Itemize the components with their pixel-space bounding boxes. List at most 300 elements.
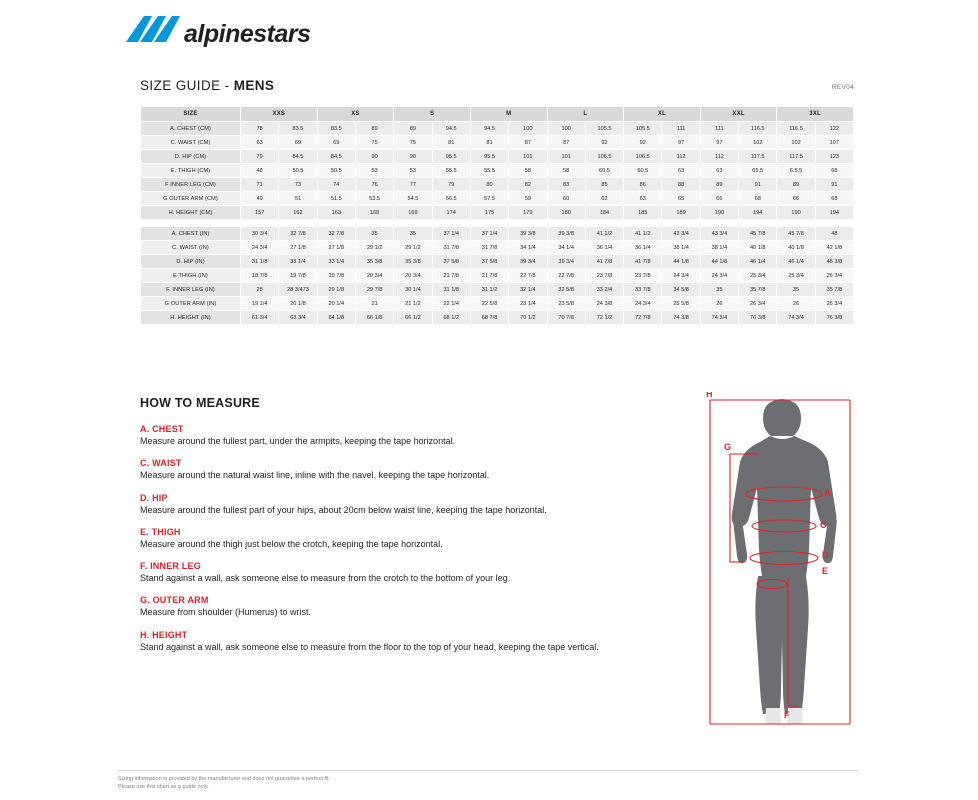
size-header-cell: SIZE xyxy=(141,107,241,122)
table-row xyxy=(141,136,854,150)
measurement-value: 23 7/8 xyxy=(585,269,623,283)
measurement-label: D. HIP (IN) xyxy=(141,255,241,269)
size-column-header: L xyxy=(547,107,624,122)
measure-instruction-text: Measure around the thigh just below the crotch, keeping the tape horizontal. xyxy=(140,538,443,549)
measurement-value: 69 xyxy=(317,136,355,150)
measurement-value: 112 xyxy=(700,150,738,164)
measurement-value: 48 xyxy=(241,164,279,178)
how-to-measure-section xyxy=(140,396,700,664)
measurement-value: 37 1/4 xyxy=(470,227,508,241)
measurement-value: 41 1/2 xyxy=(585,227,623,241)
measurement-value: 190 xyxy=(700,206,738,220)
measurement-value: 54.5 xyxy=(394,192,432,206)
measurement-value: 74 3/4 xyxy=(777,311,815,325)
measurement-value: 39 3/8 xyxy=(547,227,585,241)
measurement-value: 33 2/4 xyxy=(585,283,623,297)
measurement-value: 34 1/4 xyxy=(547,241,585,255)
table-row xyxy=(141,192,854,206)
size-column-header: XXS xyxy=(241,107,318,122)
measure-instruction xyxy=(140,595,700,618)
measurement-value: 20 3/4 xyxy=(355,269,393,283)
measurement-value: 25 3/4 xyxy=(739,269,777,283)
measurement-value: 70 1/2 xyxy=(509,311,547,325)
table-spacer-cell xyxy=(141,220,854,227)
measurement-value: 34 5/8 xyxy=(662,283,700,297)
measurement-value: 26 3/4 xyxy=(739,297,777,311)
measurement-value: 38 1/4 xyxy=(700,241,738,255)
measurement-value: 31 7/8 xyxy=(470,241,508,255)
marker-f: F xyxy=(784,710,790,720)
measurement-value: 26 3/4 xyxy=(815,269,853,283)
footer-line-2: Please use this chart as a guide only. xyxy=(118,783,209,790)
measurement-value: 92 xyxy=(585,136,623,150)
measurement-value: 50.5 xyxy=(317,164,355,178)
measurement-value: 56.5 xyxy=(432,192,470,206)
measurement-value: 71 xyxy=(241,178,279,192)
measurement-value: 78 xyxy=(241,122,279,136)
measure-instruction-title: H. HEIGHT xyxy=(140,629,188,640)
measurement-value: 23 7/8 xyxy=(624,269,662,283)
measure-instruction-text: Stand against a wall, ask someone else to measure from the floor to the top of your head, keeping the tape vertical. xyxy=(140,641,599,652)
table-row xyxy=(141,241,854,255)
measurement-value: 180 xyxy=(547,206,585,220)
measurement-value: 36 1/4 xyxy=(624,241,662,255)
page-title xyxy=(140,78,274,93)
page-title-gender: MENS xyxy=(233,78,275,93)
measurement-value: 163 xyxy=(317,206,355,220)
measurement-value: 53.5 xyxy=(355,192,393,206)
measurement-value: 25 3/4 xyxy=(777,269,815,283)
measurement-value: 31 7/8 xyxy=(432,241,470,255)
measurement-value: 189 xyxy=(662,206,700,220)
measurement-value: 18 7/8 xyxy=(241,269,279,283)
table-row xyxy=(141,283,854,297)
measurement-value: 30 3/4 xyxy=(241,227,279,241)
measurement-value: 39 3/4 xyxy=(547,255,585,269)
measurement-value: 35 xyxy=(394,227,432,241)
measurement-value: 64 1/8 xyxy=(317,311,355,325)
measurement-value: 70 7/8 xyxy=(547,311,585,325)
measurement-value: 97 xyxy=(662,136,700,150)
measurement-value: 111 xyxy=(662,122,700,136)
measurement-value: 26 xyxy=(777,297,815,311)
measurement-value: 106.5 xyxy=(624,150,662,164)
measurement-value: 29 1/2 xyxy=(355,241,393,255)
measurement-value: 24 3/4 xyxy=(624,297,662,311)
table-row xyxy=(141,255,854,269)
measurement-value: 51.5 xyxy=(317,192,355,206)
measurement-value: 48 3/8 xyxy=(815,255,853,269)
table-spacer-row xyxy=(141,220,854,227)
measurement-value: 116.5 xyxy=(739,122,777,136)
measurement-value: 31 1/8 xyxy=(241,255,279,269)
table-row xyxy=(141,206,854,220)
measurement-value: 35 7/8 xyxy=(739,283,777,297)
measurement-value: 32 7/8 xyxy=(279,227,317,241)
measure-instruction-text: Stand against a wall, ask someone else to measure from the crotch to the bottom of your leg. xyxy=(140,573,511,583)
measurement-value: 95.5 xyxy=(432,150,470,164)
marker-c: C xyxy=(820,520,827,530)
measurement-value: 190 xyxy=(777,206,815,220)
measurement-value: 46 1/4 xyxy=(777,255,815,269)
table-row xyxy=(141,122,854,136)
logo-icon xyxy=(118,12,318,58)
size-column-header: XS xyxy=(317,107,394,122)
measurement-value: 32 1/4 xyxy=(509,283,547,297)
measurement-value: 20 1/8 xyxy=(279,297,317,311)
measurement-value: 91 xyxy=(739,178,777,192)
size-column-header: S xyxy=(394,107,471,122)
measurement-value: 101 xyxy=(509,150,547,164)
measurement-value: 60.5 xyxy=(624,164,662,178)
measurement-value: 69 xyxy=(279,136,317,150)
measurement-value: 24 3/4 xyxy=(700,269,738,283)
measurement-value: 23 1/4 xyxy=(509,297,547,311)
measure-instruction-title: E. THIGH xyxy=(140,526,181,537)
measure-instruction-title: C. WAIST xyxy=(140,458,182,469)
measurement-value: 27 1/8 xyxy=(317,241,355,255)
measurement-value: 33 1/4 xyxy=(279,255,317,269)
measurement-value: 28 xyxy=(241,283,279,297)
measurement-value: 169 xyxy=(394,206,432,220)
measurement-value: 40 1/8 xyxy=(777,241,815,255)
measurement-value: 48 xyxy=(815,227,853,241)
measurement-value: 22 5/8 xyxy=(470,297,508,311)
measurement-label: C. WAIST (CM) xyxy=(141,136,241,150)
measurement-value: 184 xyxy=(585,206,623,220)
measurement-label: H. HEIGHT (IN) xyxy=(141,311,241,325)
measurement-value: 83 xyxy=(547,178,585,192)
measurement-value: 65.5 xyxy=(739,164,777,178)
measurement-value: 102 xyxy=(739,136,777,150)
measurement-value: 33 7/8 xyxy=(624,283,662,297)
measurement-value: 46 1/4 xyxy=(739,255,777,269)
measurement-label: E THIGH (IN) xyxy=(141,269,241,283)
measurement-value: 63 3/4 xyxy=(279,311,317,325)
measure-instruction xyxy=(140,458,700,481)
measure-instruction xyxy=(140,493,700,516)
measurement-value: 174 xyxy=(432,206,470,220)
measurement-value: 55.5 xyxy=(470,164,508,178)
measurement-value: 89 xyxy=(777,178,815,192)
measurement-value: 66 1/2 xyxy=(394,311,432,325)
measure-instruction xyxy=(140,527,700,550)
measurement-value: 34 1/4 xyxy=(509,241,547,255)
measurement-value: 23 5/8 xyxy=(547,297,585,311)
measurement-value: 6.5.5 xyxy=(777,164,815,178)
measurement-value: 21 7/8 xyxy=(432,269,470,283)
measurement-value: 162 xyxy=(279,206,317,220)
measurement-value: 157 xyxy=(241,206,279,220)
measurement-value: 66 xyxy=(777,192,815,206)
measurement-value: 53 xyxy=(355,164,393,178)
svg-text:alpinestars: alpinestars xyxy=(184,20,311,48)
measurement-value: 90 xyxy=(355,150,393,164)
measurement-value: 24 3/4 xyxy=(241,241,279,255)
table-row xyxy=(141,178,854,192)
measurement-value: 31 1/8 xyxy=(432,283,470,297)
measurement-value: 90 xyxy=(394,150,432,164)
marker-h-top: H xyxy=(706,392,713,399)
measurement-value: 89 xyxy=(394,122,432,136)
measurement-value: 63 xyxy=(624,192,662,206)
measurement-value: 57.5 xyxy=(470,192,508,206)
measurement-value: 50.5 xyxy=(279,164,317,178)
measurement-value: 39 3/8 xyxy=(509,227,547,241)
measurement-value: 32 5/8 xyxy=(547,283,585,297)
measurement-value: 41 1/2 xyxy=(624,227,662,241)
measurement-value: 35 xyxy=(355,227,393,241)
measurement-value: 77 xyxy=(394,178,432,192)
measurement-value: 35 3/8 xyxy=(394,255,432,269)
measurement-label: G OUTER ARM (CM) xyxy=(141,192,241,206)
measurement-value: 37 1/4 xyxy=(432,227,470,241)
measurement-label: F INNER LEG (CM) xyxy=(141,178,241,192)
alpinestars-logo xyxy=(118,12,318,58)
marker-d: D xyxy=(822,550,829,560)
measurement-value: 122 xyxy=(815,122,853,136)
measurement-value: 95.5 xyxy=(470,150,508,164)
measurement-value: 24 3/8 xyxy=(585,297,623,311)
measurement-value: 60.5 xyxy=(585,164,623,178)
measure-instruction xyxy=(140,561,700,584)
measurement-value: 59 xyxy=(509,192,547,206)
measurement-value: 83.5 xyxy=(279,122,317,136)
measure-instruction-title: F. INNER LEG xyxy=(140,561,201,571)
measurement-value: 175 xyxy=(470,206,508,220)
measurement-value: 68 xyxy=(739,192,777,206)
measurement-value: 44 1/8 xyxy=(662,255,700,269)
measurement-value: 87 xyxy=(509,136,547,150)
measurement-value: 68 7/8 xyxy=(470,311,508,325)
measurement-value: 68 xyxy=(815,192,853,206)
measurement-value: 35 3/8 xyxy=(355,255,393,269)
measurement-value: 30 1/4 xyxy=(394,283,432,297)
measurement-value: 40 1/8 xyxy=(739,241,777,255)
measurement-value: 100 xyxy=(547,122,585,136)
measurement-value: 19 1/4 xyxy=(241,297,279,311)
size-table-container xyxy=(140,106,854,325)
measurement-value: 19 7/8 xyxy=(317,269,355,283)
measurement-value: 100 xyxy=(509,122,547,136)
measurement-value: 116.5 xyxy=(777,122,815,136)
measurement-value: 97 xyxy=(700,136,738,150)
measure-instruction-title: A. CHEST xyxy=(140,424,184,434)
measurement-value: 39 3/4 xyxy=(509,255,547,269)
measurement-value: 26 xyxy=(700,297,738,311)
measure-instruction-title: D. HIP xyxy=(140,492,168,503)
table-row xyxy=(141,269,854,283)
marker-e: E xyxy=(822,566,829,576)
measurement-value: 105.5 xyxy=(585,122,623,136)
measurement-value: 45 7/8 xyxy=(777,227,815,241)
measurement-value: 36 1/4 xyxy=(585,241,623,255)
measure-instruction-text: Measure around the fullest part of your hips, about 20cm below waist line, keeping the tape horizontal. xyxy=(140,504,547,515)
measurement-value: 105.5 xyxy=(624,122,662,136)
measurement-value: 112 xyxy=(662,150,700,164)
measurement-value: 79 xyxy=(432,178,470,192)
marker-a: A xyxy=(824,488,831,498)
measurement-value: 194 xyxy=(815,206,853,220)
measurement-value: 87 xyxy=(547,136,585,150)
measurement-value: 62 xyxy=(585,192,623,206)
measurement-value: 185 xyxy=(624,206,662,220)
measurement-value: 35 7/8 xyxy=(815,283,853,297)
how-to-measure-list xyxy=(140,424,700,653)
measure-instruction-title: G. OUTER ARM xyxy=(140,595,209,606)
measurement-value: 44 1/8 xyxy=(700,255,738,269)
measurement-value: 66 1/8 xyxy=(355,311,393,325)
measurement-value: 88 xyxy=(662,178,700,192)
measurement-value: 74 3/4 xyxy=(700,311,738,325)
measurement-value: 35 xyxy=(777,283,815,297)
measurement-value: 45 7/8 xyxy=(739,227,777,241)
size-table xyxy=(140,106,854,325)
how-to-measure-heading: HOW TO MEASURE xyxy=(140,396,260,410)
measurement-value: 51 xyxy=(279,192,317,206)
measurement-value: 22 1/4 xyxy=(432,297,470,311)
size-table-head xyxy=(141,107,854,122)
measurement-value: 79 xyxy=(241,150,279,164)
measurement-value: 111 xyxy=(700,122,738,136)
measurement-value: 68 xyxy=(815,164,853,178)
size-column-header: 3XL xyxy=(777,107,854,122)
measurement-value: 31 1/2 xyxy=(470,283,508,297)
footer-disclaimer xyxy=(118,770,858,792)
measurement-value: 37 5/8 xyxy=(470,255,508,269)
measurement-value: 76 3/8 xyxy=(739,311,777,325)
measurement-value: 29 1/2 xyxy=(394,241,432,255)
measurement-value: 58 xyxy=(509,164,547,178)
measurement-value: 37 5/8 xyxy=(432,255,470,269)
measurement-value: 21 xyxy=(355,297,393,311)
measurement-value: 55.5 xyxy=(432,164,470,178)
measurement-value: 43 3/4 xyxy=(662,227,700,241)
measurement-value: 65 xyxy=(662,192,700,206)
size-column-header: XL xyxy=(624,107,701,122)
measurement-value: 22 7/8 xyxy=(547,269,585,283)
measurement-value: 63 xyxy=(662,164,700,178)
measurement-value: 26 3/4 xyxy=(815,297,853,311)
measurement-value: 107 xyxy=(815,136,853,150)
measurement-value: 117.5 xyxy=(777,150,815,164)
measurement-value: 94.5 xyxy=(432,122,470,136)
measurement-value: 76 xyxy=(355,178,393,192)
measurement-value: 49 xyxy=(241,192,279,206)
table-row xyxy=(141,150,854,164)
measurement-value: 84.5 xyxy=(317,150,355,164)
measurement-value: 66 xyxy=(700,192,738,206)
measurement-value: 35 xyxy=(700,283,738,297)
table-row xyxy=(141,311,854,325)
measurement-value: 63 xyxy=(241,136,279,150)
measurement-value: 123 xyxy=(815,150,853,164)
measurement-value: 22 7/8 xyxy=(509,269,547,283)
size-table-header-row xyxy=(141,107,854,122)
measurement-label: D. HIP (CM) xyxy=(141,150,241,164)
measure-instruction xyxy=(140,424,700,447)
measurement-value: 61 3/4 xyxy=(241,311,279,325)
measurement-value: 75 xyxy=(394,136,432,150)
measurement-value: 43 3/4 xyxy=(700,227,738,241)
measurement-value: 63 xyxy=(700,164,738,178)
measurement-label: F. INNER LEG (IN) xyxy=(141,283,241,297)
measurement-value: 29 7/8 xyxy=(355,283,393,297)
measurement-value: 42 1/8 xyxy=(815,241,853,255)
measurement-label: A. CHEST (CM) xyxy=(141,122,241,136)
measurement-value: 117.5 xyxy=(739,150,777,164)
measurement-value: 28 3/473 xyxy=(279,283,317,297)
measurement-value: 24 3/4 xyxy=(662,269,700,283)
title-row xyxy=(140,78,854,93)
measurement-value: 76 3/8 xyxy=(815,311,853,325)
measurement-label: A. CHEST (IN) xyxy=(141,227,241,241)
measure-instruction-text: Measure from shoulder (Humerus) to wrist. xyxy=(140,607,312,618)
measurement-value: 89 xyxy=(355,122,393,136)
measurement-value: 75 xyxy=(355,136,393,150)
table-row xyxy=(141,227,854,241)
measurement-value: 33 1/4 xyxy=(317,255,355,269)
measurement-value: 53 xyxy=(394,164,432,178)
measurement-value: 85 xyxy=(585,178,623,192)
footer-line-1: Sizing information is provided by the manufacturer and does not guarantee a perfect fit. xyxy=(118,776,331,782)
measurement-label: H. HEIGHT (CM) xyxy=(141,206,241,220)
table-row xyxy=(141,297,854,311)
measurement-value: 19 7/8 xyxy=(279,269,317,283)
measurement-value: 41 7/8 xyxy=(585,255,623,269)
measurement-value: 81 xyxy=(470,136,508,150)
measure-instruction xyxy=(140,630,700,653)
measure-instruction-text: Measure around the fullest part, under the armpits, keeping the tape horizontal. xyxy=(140,436,456,446)
measurement-label: C. WAIST (IN) xyxy=(141,241,241,255)
measurement-value: 38 1/4 xyxy=(662,241,700,255)
marker-g: G xyxy=(724,442,732,452)
measurement-value: 101 xyxy=(547,150,585,164)
measurement-value: 80 xyxy=(470,178,508,192)
measurement-figure xyxy=(700,392,870,732)
measurement-value: 102 xyxy=(777,136,815,150)
revision-label: REV04 xyxy=(831,84,854,91)
size-table-body xyxy=(141,122,854,325)
body-diagram-icon xyxy=(700,392,870,732)
measure-instruction-text: Measure around the natural waist line, inline with the navel, keeping the tape horizontal. xyxy=(140,470,490,481)
measurement-value: 27 1/8 xyxy=(279,241,317,255)
measurement-value: 84.5 xyxy=(279,150,317,164)
measurement-value: 20 1/4 xyxy=(317,297,355,311)
measurement-value: 74 3/8 xyxy=(662,311,700,325)
size-column-header: M xyxy=(470,107,547,122)
measurement-value: 94.5 xyxy=(470,122,508,136)
measurement-value: 20 3/4 xyxy=(394,269,432,283)
measurement-value: 32 7/8 xyxy=(317,227,355,241)
size-column-header: XXL xyxy=(700,107,777,122)
measurement-value: 58 xyxy=(547,164,585,178)
measurement-value: 106.5 xyxy=(585,150,623,164)
measurement-value: 21 7/8 xyxy=(470,269,508,283)
measurement-value: 83.5 xyxy=(317,122,355,136)
measurement-value: 29 1/8 xyxy=(317,283,355,297)
measurement-value: 73 xyxy=(279,178,317,192)
page-title-prefix: SIZE GUIDE - xyxy=(140,78,234,93)
measurement-label: E. THIGH (CM) xyxy=(141,164,241,178)
measurement-value: 60 xyxy=(547,192,585,206)
measurement-value: 81 xyxy=(432,136,470,150)
measurement-value: 86 xyxy=(624,178,662,192)
measurement-value: 179 xyxy=(509,206,547,220)
measurement-value: 21 1/2 xyxy=(394,297,432,311)
measurement-value: 82 xyxy=(509,178,547,192)
measurement-value: 168 xyxy=(355,206,393,220)
